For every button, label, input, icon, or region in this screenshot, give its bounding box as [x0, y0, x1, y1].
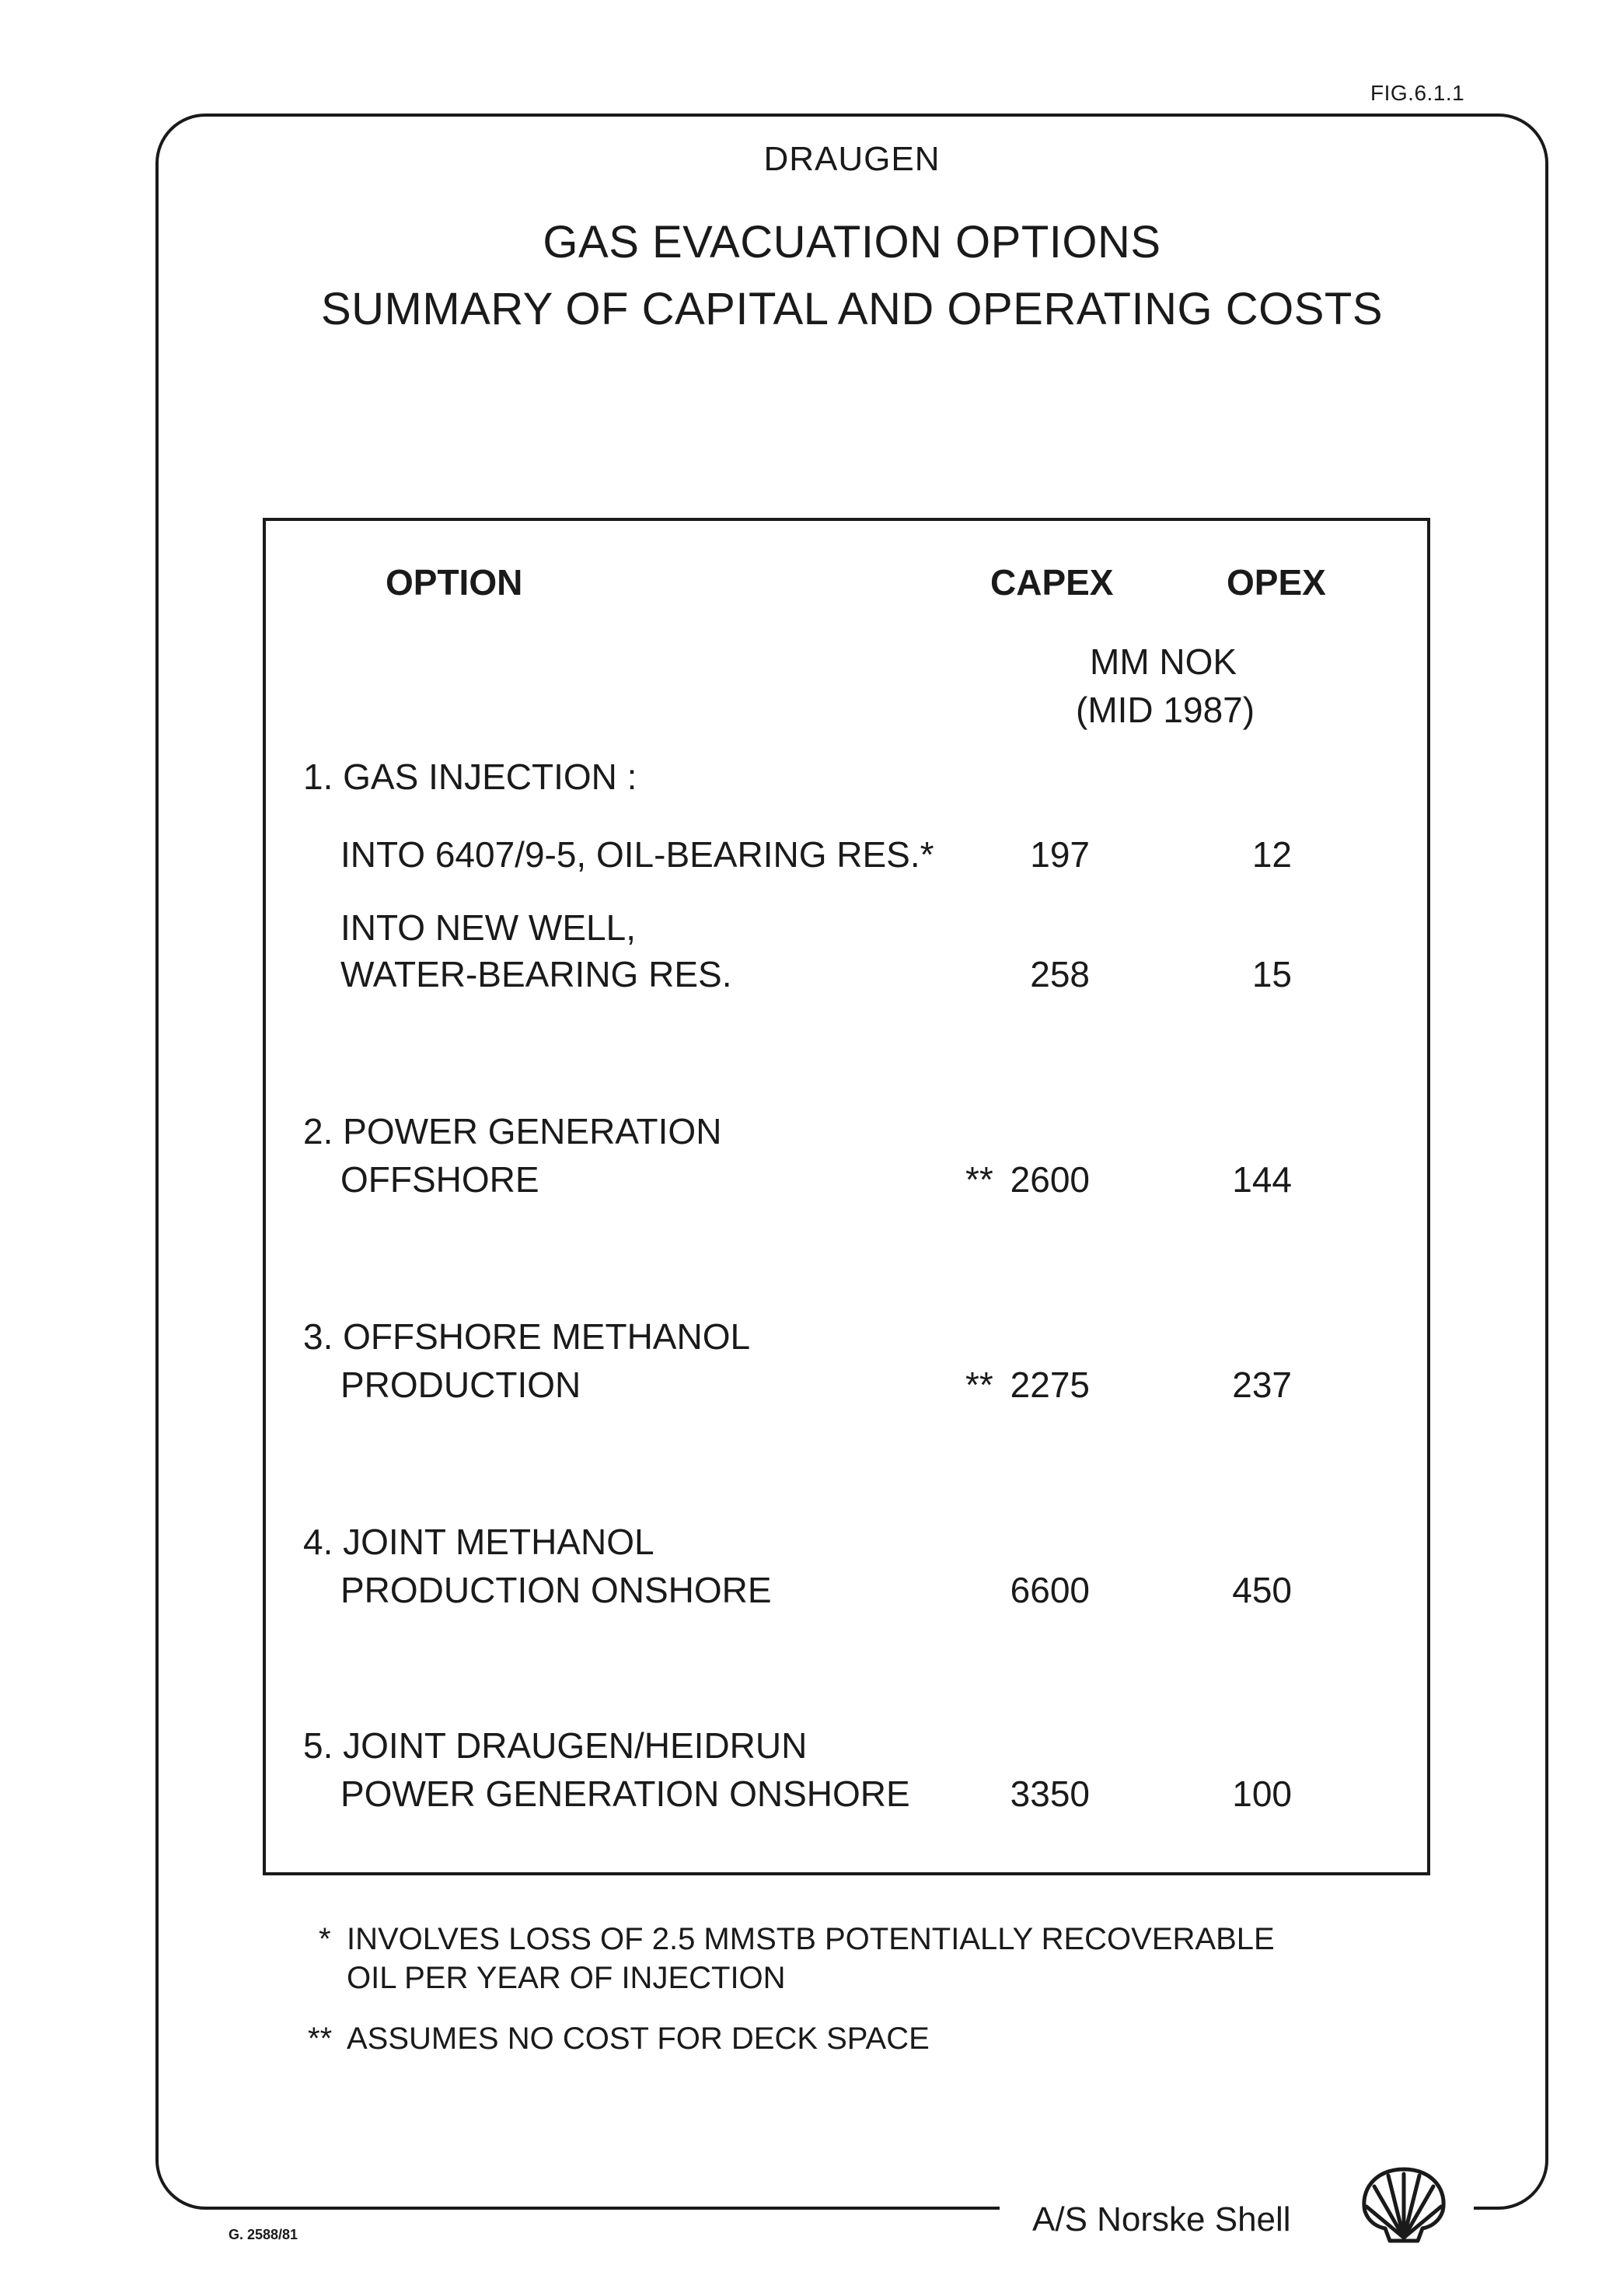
section-4-capex: 6600 [1010, 1570, 1090, 1610]
section-2-opex: 144 [1232, 1159, 1292, 1200]
section-4-heading-line2: PRODUCTION ONSHORE [340, 1570, 772, 1610]
document-subtitle: SUMMARY OF CAPITAL AND OPERATING COSTS [320, 284, 1384, 334]
document-title: GAS EVACUATION OPTIONS [543, 217, 1161, 267]
section-4-heading-line1: 4. JOINT METHANOL [303, 1522, 654, 1562]
row-1b-opex: 15 [1251, 954, 1292, 994]
section-3-opex: 237 [1232, 1365, 1292, 1405]
footnote-2-marker: ** [308, 2022, 333, 2056]
section-3-heading-line1: 3. OFFSHORE METHANOL [303, 1316, 751, 1357]
section-4-opex: 450 [1232, 1570, 1292, 1610]
figure-reference: FIG.6.1.1 [1370, 81, 1465, 105]
row-1a-label: INTO 6407/9-5, OIL-BEARING RES.* [340, 834, 934, 875]
footnote-1-line2: OIL PER YEAR OF INJECTION [347, 1961, 786, 1995]
column-header-option: OPTION [386, 562, 523, 603]
row-1b-label-line2: WATER-BEARING RES. [340, 954, 732, 994]
footnote-2-line1: ASSUMES NO COST FOR DECK SPACE [347, 2022, 930, 2056]
document-code: G. 2588/81 [229, 2227, 298, 2242]
units-year: (MID 1987) [1076, 690, 1255, 730]
row-1b-label-line1: INTO NEW WELL, [340, 907, 636, 948]
section-1-heading: 1. GAS INJECTION : [303, 757, 637, 797]
cost-table [263, 518, 1430, 1875]
section-5-heading-line2: POWER GENERATION ONSHORE [340, 1774, 910, 1814]
shell-logo-icon [1357, 2163, 1450, 2249]
section-3-capex: 2275 [1010, 1365, 1090, 1405]
section-2-heading-line2: OFFSHORE [340, 1159, 539, 1200]
section-2-capex: 2600 [1010, 1159, 1090, 1200]
section-3-capex-marker: ** [965, 1365, 993, 1405]
section-5-opex: 100 [1232, 1774, 1292, 1814]
section-3-heading-line2: PRODUCTION [340, 1365, 581, 1405]
section-2-capex-marker: ** [965, 1159, 993, 1200]
row-1a-opex: 12 [1251, 834, 1292, 875]
company-name: A/S Norske Shell [1032, 2200, 1291, 2238]
column-header-capex: CAPEX [990, 562, 1114, 603]
section-2-heading-line1: 2. POWER GENERATION [303, 1111, 722, 1151]
units-currency: MM NOK [1090, 641, 1237, 682]
column-header-opex: OPEX [1227, 562, 1326, 603]
section-5-heading-line1: 5. JOINT DRAUGEN/HEIDRUN [303, 1725, 808, 1766]
section-5-capex: 3350 [1010, 1774, 1090, 1814]
footnote-1-marker: * [319, 1922, 331, 1956]
row-1b-capex: 258 [1030, 954, 1090, 994]
project-name: DRAUGEN [763, 140, 941, 178]
row-1a-capex: 197 [1030, 834, 1090, 875]
footnote-1-line1: INVOLVES LOSS OF 2.5 MMSTB POTENTIALLY RECOVERABLE [347, 1922, 1275, 1956]
